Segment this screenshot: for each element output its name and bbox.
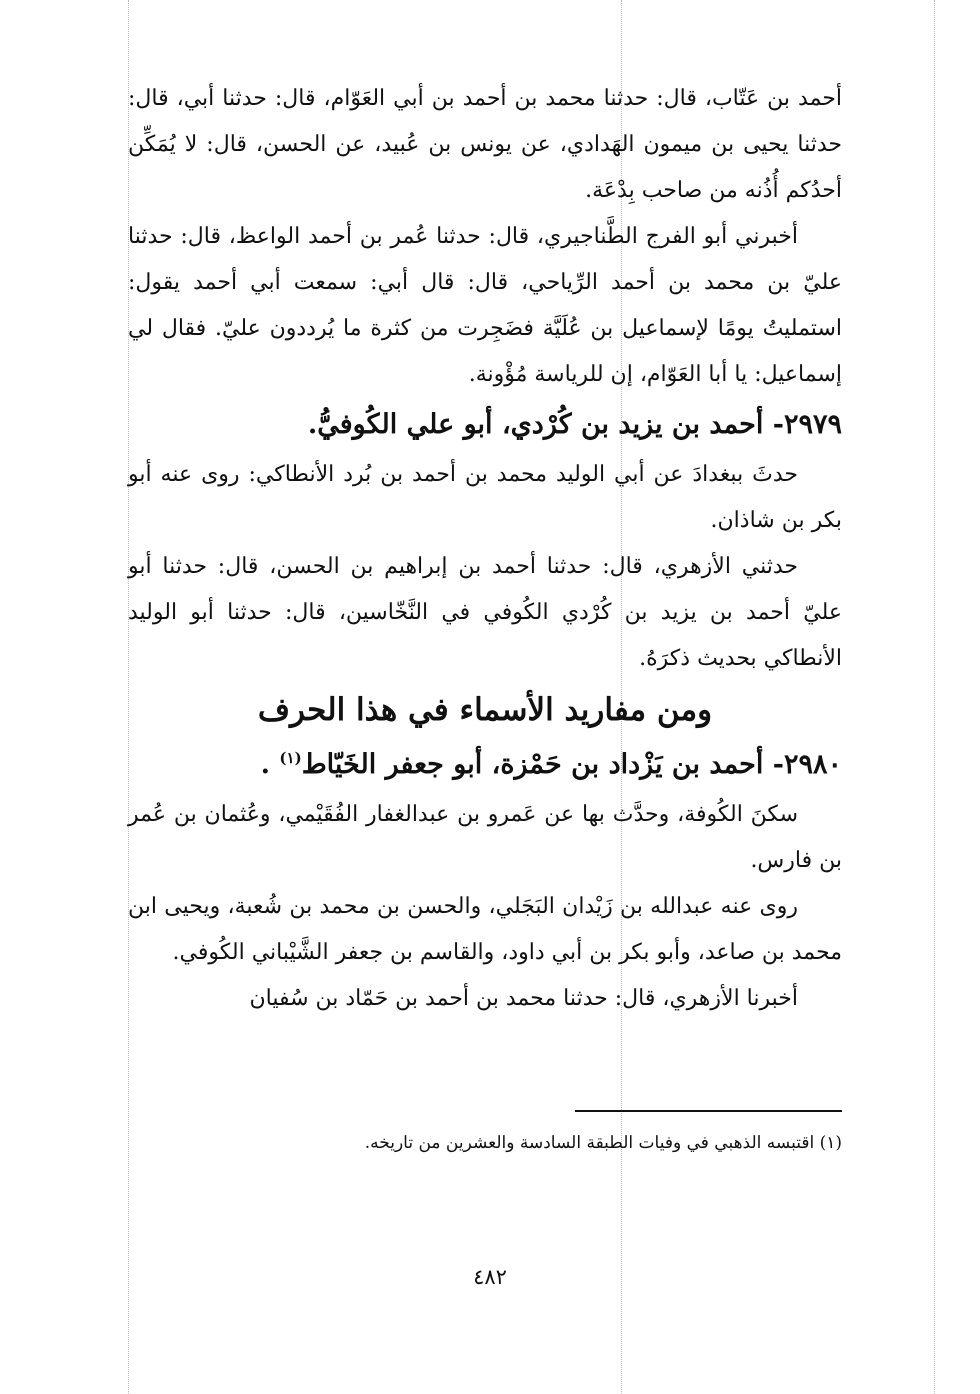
paragraph-4: حدثني الأزهري، قال: حدثنا أحمد بن إبراهيم بن الحسن، قال: حدثنا أبو عليّ أحمد بن يزيد بن كُرْدي الكُوفي في النَّخّاسين، قال: حدثنا أبو الوليد الأنطاكي بحديث ذكرَهُ. <box>128 554 842 671</box>
page-number: ٤٨٢ <box>473 1265 507 1289</box>
paragraph-3: حدثَ ببغدادَ عن أبي الوليد محمد بن أحمد بن بُرد الأنطاكي: روى عنه أبو بكر بن شاذان. <box>128 462 842 533</box>
paragraph-5: سكنَ الكُوفة، وحدَّث بها عن عَمرو بن عبدالغفار الفُقَيْمي، وعُثمان بن عُمر بن فارس. <box>128 802 842 873</box>
entry-heading-2980-text: ٢٩٨٠- أحمد بن يَزْداد بن حَمْزة، أبو جعفر الخَيّاط <box>301 749 842 780</box>
entry-heading-2979: ٢٩٧٩- أحمد بن يزيد بن كُرْدي، أبو علي الكُوفيُّ. <box>307 409 842 440</box>
main-text <box>128 76 842 1022</box>
scan-dotted-line-right <box>934 0 935 1394</box>
footnote-separator <box>575 1110 842 1112</box>
paragraph-2: أخبرني أبو الفرج الطَّناجيري، قال: حدثنا عُمر بن أحمد الواعظ، قال: حدثنا عليّ بن محمد بن أحمد الرِّياحي، قال: قال أبي: سمعت أبي أحمد يقول: استمليتُ يومًا لإسماعيل بن عُلَيَّة فضَجِرت من كثرة ما يُرددون عليّ. فقال لي إسماعيل: يا أبا العَوّام، إن للرياسة مُؤْونة. <box>128 224 842 387</box>
footnote: (١) اقتبسه الذهبي في وفيات الطبقة السادسة والعشرين من تاريخه. <box>364 1133 842 1153</box>
paragraph-6: روى عنه عبدالله بن زَيْدان البَجَلي، والحسن بن محمد بن شُعبة، ويحيى ابن محمد بن صاعد، وأبو بكر بن أبي داود، والقاسم بن جعفر الشَّيْباني الكُوفي. <box>128 894 842 965</box>
paragraph-7: أخبرنا الأزهري، قال: حدثنا محمد بن أحمد بن حَمّاد بن سُفيان <box>249 986 798 1011</box>
paragraph-1: أحمد بن عَتّاب، قال: حدثنا محمد بن أحمد بن أبي العَوّام، قال: حدثنا أبي، قال: حدثنا يحيى بن ميمون الهَدادي، عن يونس بن عُبيد، عن الحسن، قال: لا يُمَكِّن أحدُكم أُذُنه من صاحب بِدْعَة. <box>128 86 842 203</box>
footnote-reference: (١) <box>279 749 302 767</box>
entry-heading-2980-end: . <box>260 749 271 780</box>
section-heading: ومن مفاريد الأسماء في هذا الحرف <box>257 692 713 728</box>
entry-heading-2980 <box>128 738 842 792</box>
